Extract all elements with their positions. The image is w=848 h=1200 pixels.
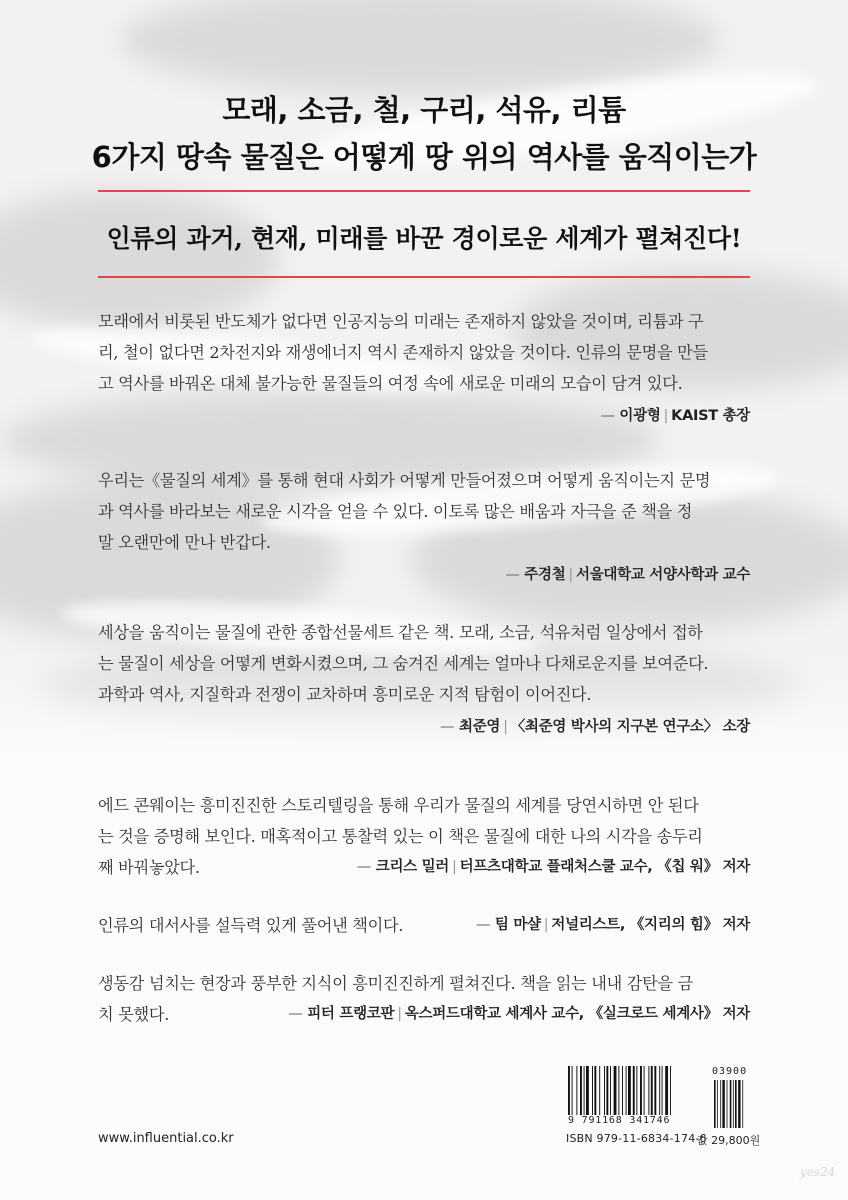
review-quote-6: [98, 968, 750, 999]
review-quote-5: [98, 910, 750, 941]
reviewer-name: 팀 마샬: [494, 917, 541, 933]
reviewer-name: 이광형: [619, 408, 661, 424]
reviewer-title: 터프츠대학교 플래처스쿨 교수, 《칩 워》 저자: [459, 859, 750, 875]
quote-line: 인류의 대서사를 설득력 있게 풀어낸 책이다.: [98, 916, 404, 935]
attribution-separator: |: [543, 917, 549, 933]
review-quote-6-last-row: [98, 999, 750, 1030]
reviewer-name: 주경철: [524, 567, 566, 583]
headline-line-2: 6가지 땅속 물질은 어떻게 땅 위의 역사를 움직이는가: [91, 140, 757, 174]
review-attribution-6: [288, 999, 750, 1030]
reviewer-title: 〈최준영 박사의 지구본 연구소〉 소장: [510, 719, 750, 735]
review-quote-1: [98, 306, 750, 399]
isbn-text: ISBN 979-11-6834-174-6: [566, 1132, 707, 1145]
attribution-dash: —: [505, 567, 520, 583]
quote-line: 모래에서 비롯된 반도체가 없다면 인공지능의 미래는 존재하지 않았을 것이며, 리튬과 구: [98, 312, 704, 331]
review-attribution-4: [357, 852, 750, 883]
subtitle: 인류의 과거, 현재, 미래를 바꾼 경이로운 세계가 펼쳐진다!: [106, 224, 742, 253]
attribution-separator: |: [568, 567, 574, 583]
attribution-separator: |: [503, 719, 508, 735]
quote-line: 세상을 움직이는 물질에 관한 종합선물세트 같은 책. 모래, 소금, 석유처럼 일상에서 접하: [98, 623, 703, 642]
quote-line: 는 물질이 세상을 어떻게 변화시켰으며, 그 숨겨진 세계는 얼마나 다채로운지를 보여준다.: [98, 654, 709, 673]
review-quote-4-last-row: [98, 852, 750, 883]
quote-line: 는 것을 증명해 보인다. 매혹적이고 통찰력 있는 이 책은 물질에 대한 나의 시각을 송두리: [98, 827, 703, 846]
reviewer-name: 최준영: [458, 719, 501, 735]
divider-top: [98, 190, 750, 192]
attribution-separator: |: [663, 408, 669, 424]
quote-line: 치 못했다.: [98, 1005, 170, 1024]
quote-line: 리, 철이 없다면 2차전지와 재생에너지 역시 존재하지 않았을 것이다. 인류의 문명을 만들: [98, 343, 708, 362]
price-text: 값 29,800원: [697, 1134, 761, 1147]
quote-line: 에드 콘웨이는 흥미진진한 스토리텔링을 통해 우리가 물질의 세계를 당연시하면 안 된다: [98, 796, 699, 815]
attribution-dash: —: [600, 408, 615, 424]
quote-line: 생동감 넘치는 현장과 풍부한 지식이 흥미진진하게 펼쳐진다. 책을 읽는 내내 감탄을 금: [98, 974, 693, 993]
publisher-website: www.influential.co.kr: [98, 1131, 234, 1146]
review-quote-4: [98, 790, 750, 852]
barcode-addon-code: 03900: [712, 1066, 748, 1077]
attribution-separator: |: [397, 1006, 402, 1022]
attribution-dash: —: [288, 1006, 303, 1022]
attribution-dash: —: [356, 859, 371, 875]
reviewer-title: 서울대학교 서양사학과 교수: [576, 567, 750, 583]
review-attribution-1: [600, 404, 750, 425]
quote-line: 고 역사를 바꿔온 대체 불가능한 물질들의 여정 속에 새로운 미래의 모습이 담겨 있다.: [98, 374, 683, 393]
reviewer-title: KAIST 총장: [671, 408, 750, 424]
review-attribution-3: [440, 715, 750, 736]
reviewer-title: 옥스퍼드대학교 세계사 교수, 《실크로드 세계사》 저자: [404, 1006, 750, 1022]
reviewer-title: 저널리스트, 《지리의 힘》 저자: [551, 917, 750, 933]
quote-line: 과학과 역사, 지질학과 전쟁이 교차하며 흥미로운 지적 탐험이 이어진다.: [98, 685, 592, 704]
barcode-number: 9 791168 341746: [568, 1115, 671, 1126]
attribution-dash: —: [475, 917, 491, 933]
review-attribution-2: [505, 563, 750, 584]
attribution-dash: —: [440, 719, 455, 735]
quote-line: 우리는《물질의 세계》를 통해 현대 사회가 어떻게 만들어졌으며 어떻게 움직이는지 문명: [98, 471, 711, 490]
review-quote-2: [98, 465, 750, 558]
divider-bottom: [98, 276, 750, 278]
review-quote-3: [98, 617, 750, 710]
yes24-watermark-logo: yes24: [800, 1165, 836, 1179]
quote-line: 과 역사를 바라보는 새로운 시각을 얻을 수 있다. 이토록 많은 배움과 자극을 준 책을 정: [98, 502, 693, 521]
reviewer-name: 크리스 밀러: [375, 859, 450, 875]
review-attribution-5: [476, 910, 750, 941]
reviewer-name: 피터 프랭코판: [307, 1006, 395, 1022]
headline-line-1: 모래, 소금, 철, 구리, 석유, 리튬: [222, 93, 626, 127]
quote-line: 째 바꿔놓았다.: [98, 858, 200, 877]
quote-line: 말 오랜만에 만나 반갑다.: [98, 533, 271, 552]
attribution-separator: |: [452, 859, 457, 875]
